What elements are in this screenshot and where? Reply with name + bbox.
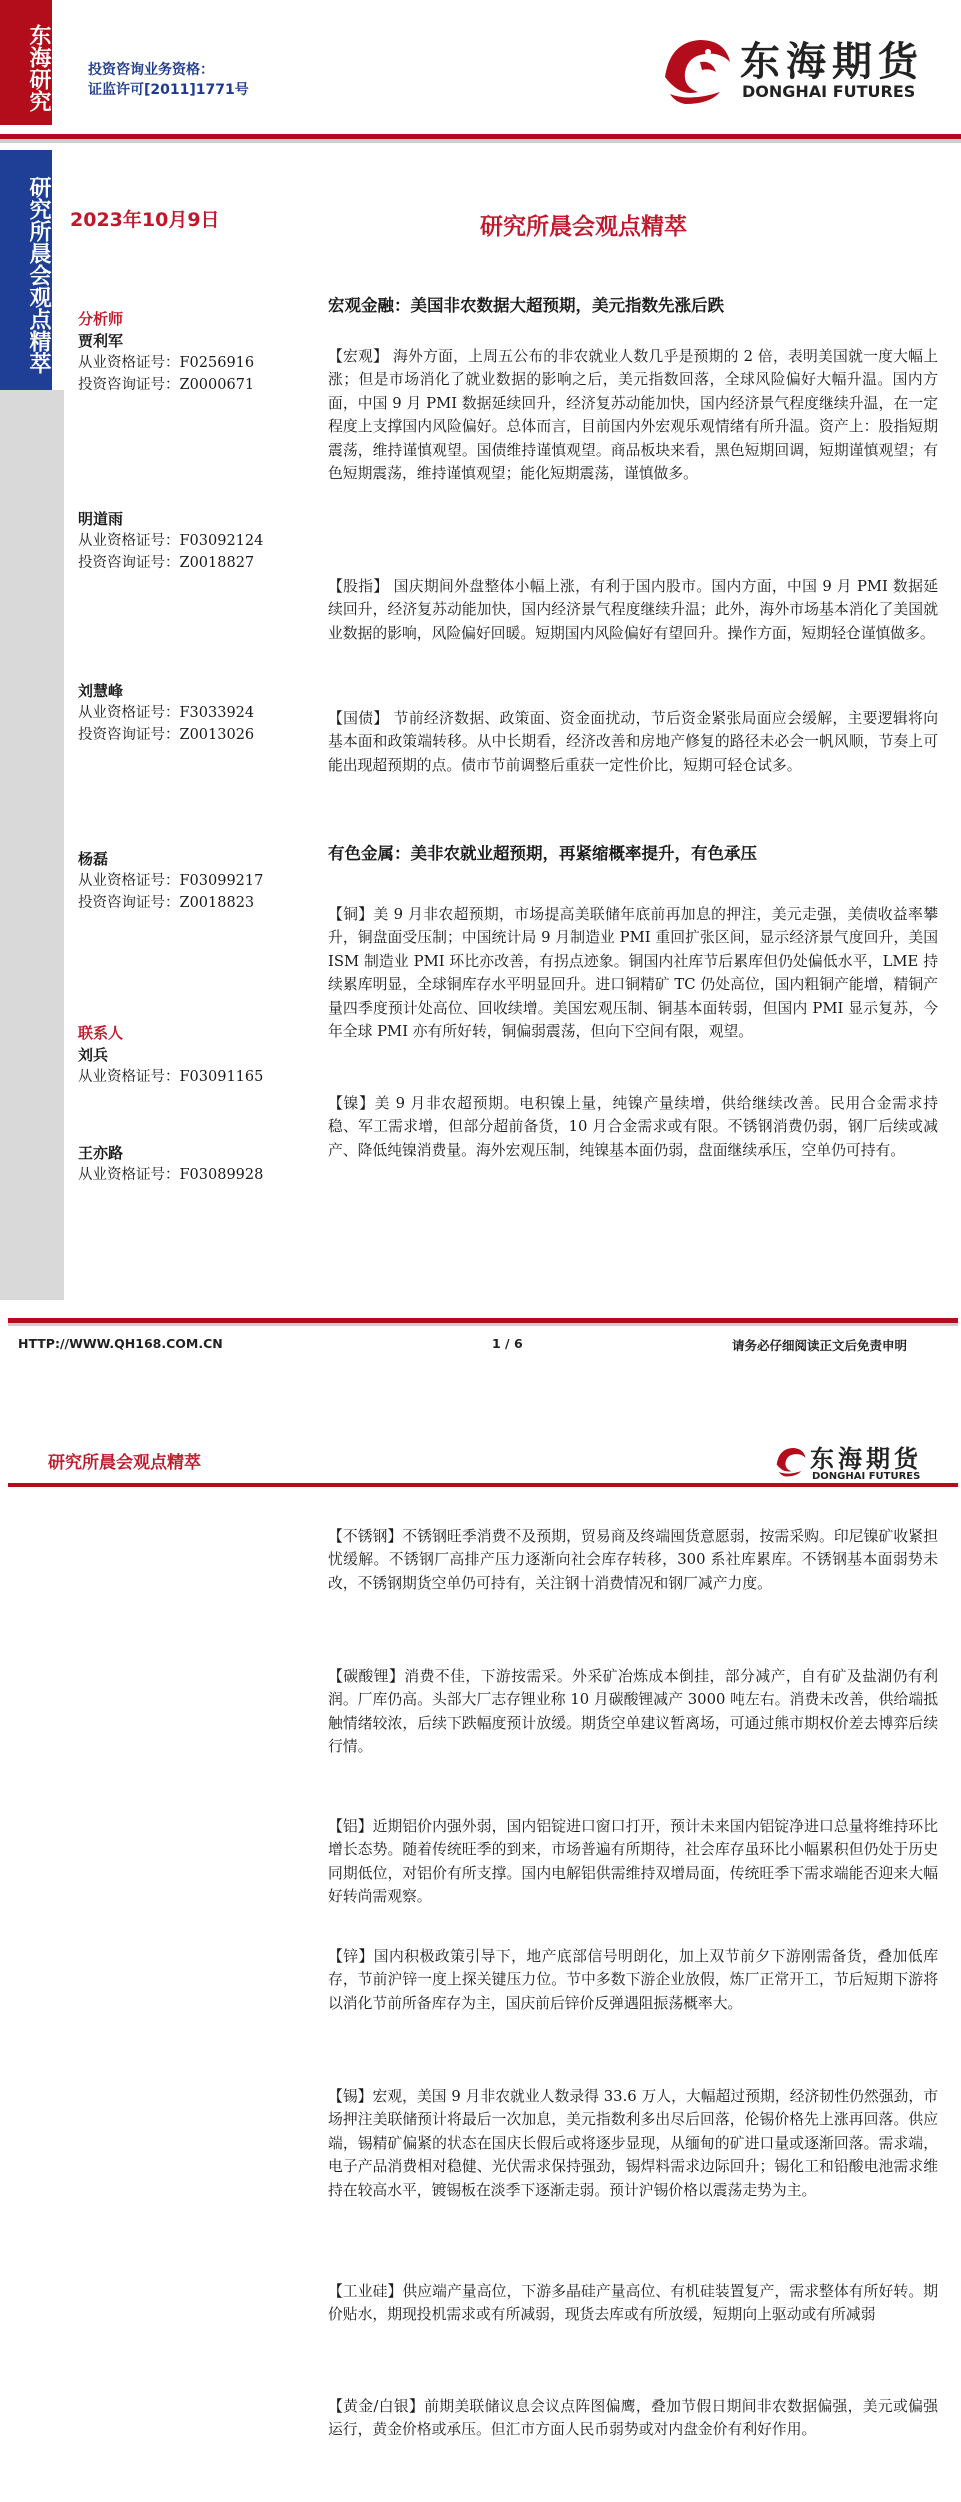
paragraph-aluminium <box>328 1815 938 1909</box>
footer-divider-shadow <box>8 1323 958 1326</box>
analyst-cert: 投资咨询证号：Z0000671 <box>78 377 255 393</box>
contact-name: 刘兵 <box>78 1046 109 1064</box>
paragraph-text: 【国债】 节前经济数据、政策面、资金面扰动，节后资金紧张局面应会缓解，主要逻辑将向基本面和政策端转移。从中长期看，经济改善和房地产修复的路径未必会一帆风顺，节奏上可能出现超预期的点。债市节前调整后重获一定性价比，短期可轻仓试多。 <box>328 710 938 774</box>
paragraph-text: 【铝】近期铝价内强外弱，国内铝锭进口窗口打开，预计未来国内铝锭净进口总量将维持环比增长态势。随着传统旺季的到来，市场普遍有所期待，社会库存虽环比小幅累积但仍处于历史同期低位，对铝价有所支撑。国内电解铝供需维持双增局面，传统旺季下需求端能否迎来大幅好转尚需观察。 <box>328 1818 938 1906</box>
footer-url: HTTP://WWW.QH168.COM.CN <box>18 1336 223 1351</box>
dragon-logo-icon <box>650 22 740 112</box>
contact-cert: 从业资格证号：F03091165 <box>78 1069 264 1085</box>
dragon-logo-icon <box>770 1435 810 1485</box>
analyst-entry <box>78 680 254 746</box>
footer-disclaimer: 请务必仔细阅读正文后免责申明 <box>732 1338 908 1353</box>
paragraph-text: 【工业硅】供应端产量高位，下游多晶硅产量高位、有机硅装置复产，需求整体有所好转。期价贴水，期现投机需求或有所减弱，现货去库或有所放缓，短期向上驱动或有所减弱 <box>328 2283 938 2324</box>
paragraph-text: 【宏观】 海外方面，上周五公布的非农就业人数几乎是预期的 2 倍，表明美国就一度大幅上涨；但是市场消化了就业数据的影响之后，美元指数回落，全球风险偏好大幅升温。国内方面，中国 9 月 PMI 数据延续回升，经济复苏动能加快，国内经济景气程度继续升温，在一定程度上支撑国内风险偏好。总体而言，目前国内外宏观乐观情绪有所升温。资产上：股指短期震荡，维持谨慎观望。国债维持谨慎观望。商品板块来看，黑色短期回调，短期谨慎观望；有色短期震荡，维持谨慎观望；能化短期震荡，谨慎做多。 <box>328 348 938 483</box>
contact-name: 王亦路 <box>78 1144 124 1162</box>
qualification-line1: 投资咨询业务资格： <box>88 62 214 78</box>
paragraph-text: 【锌】国内积极政策引导下，地产底部信号明朗化，加上双节前夕下游刚需备货，叠加低库存，节前沪锌一度上探关键压力位。节中多数下游企业放假，炼厂正常开工，节后短期下游将以消化节前所备库存为主，国庆前后锌价反弹遇阻振荡概率大。 <box>328 1948 938 2012</box>
paragraph-stock-index <box>328 575 938 645</box>
contact-label: 联系人 <box>78 1024 124 1042</box>
section-title-macro: 宏观金融：美国非农数据大超预期，美元指数先涨后跌 <box>328 296 724 315</box>
analyst-cert: 从业资格证号：F03092124 <box>78 533 264 549</box>
analyst-cert: 投资咨询证号：Z0018823 <box>78 895 255 911</box>
paragraph-text: 【黄金/白银】前期美联储议息会议点阵图偏鹰，叠加节假日期间非农数据偏强，美元或偏强运行，黄金价格或承压。但汇市方面人民币弱势或对内盘金价有利好作用。 <box>328 2398 938 2439</box>
page2-header-divider <box>8 1483 958 1487</box>
analyst-name: 明道雨 <box>78 510 124 528</box>
report-page-2 <box>0 1395 961 2502</box>
logo-english-name: DONGHAI FUTURES <box>812 1471 921 1482</box>
analyst-cert: 从业资格证号：F3033924 <box>78 705 255 721</box>
side-label-report: 研究所晨会观点精萃 <box>0 150 52 390</box>
qualification-line2: 证监许可[2011]1771号 <box>88 82 249 98</box>
analyst-name: 贾利军 <box>78 332 124 350</box>
analyst-cert: 从业资格证号：F0256916 <box>78 355 255 371</box>
paragraph-text: 【铜】美 9 月非农超预期，市场提高美联储年底前再加息的押注，美元走强，美债收益率攀升，铜盘面受压制；中国统计局 9 月制造业 PMI 重回扩张区间，显示经济景气度回升，美国 ISM 制造业 PMI 环比亦改善，有拐点迹象。铜国内社库节后累库但仍处偏低水平，LME 持续累库明显，全球铜库存水平明显回升。进口铜精矿 TC 仍处高位，国内粗铜产能增，精铜产量四季度预计处高位、回收续增。美国宏观压制、铜基本面转弱，但国内 PMI 显示复苏，今年全球 PMI 亦有所好转，铜偏弱震荡，但向下空间有限，观望。 <box>328 906 938 1041</box>
company-logo <box>650 22 950 112</box>
paragraph-copper <box>328 903 938 1043</box>
logo-english-name: DONGHAI FUTURES <box>742 82 916 101</box>
section-title-metals: 有色金属：美非农就业超预期，再紧缩概率提升，有色承压 <box>328 844 757 863</box>
analyst-entry <box>78 508 263 574</box>
paragraph-gold-silver <box>328 2395 938 2442</box>
paragraph-industrial-silicon <box>328 2280 938 2327</box>
paragraph-text: 【锡】宏观，美国 9 月非农就业人数录得 33.6 万人，大幅超过预期，经济韧性仍然强劲，市场押注美联储预计将最后一次加息，美元指数利多出尽后回落，伦锡价格先上涨再回落。供应端，锡精矿偏紧的状态在国庆长假后或将逐步显现，从缅甸的矿进口量或逐渐回落。需求端，电子产品消费相对稳健、光伏需求保持强劲，锡焊料需求边际回升；锡化工和铅酸电池需求维持在较高水平，镀锡板在淡季下逐渐走弱。预计沪锡价格以震荡走势为主。 <box>328 2088 938 2199</box>
analyst-cert: 投资咨询证号：Z0013026 <box>78 727 255 743</box>
paragraph-zinc <box>328 1945 938 2015</box>
analyst-name: 杨磊 <box>78 850 109 868</box>
header-divider-shadow <box>0 139 961 143</box>
paragraph-bonds <box>328 707 938 777</box>
paragraph-macro <box>328 345 938 485</box>
page2-title: 研究所晨会观点精萃 <box>48 1453 201 1473</box>
qualification-notice <box>88 60 249 100</box>
analyst-cert: 投资咨询证号：Z0018827 <box>78 555 255 571</box>
logo-chinese-name: 东海期货 <box>810 1445 922 1473</box>
footer-page-number: 1 / 6 <box>492 1336 523 1351</box>
contact-section <box>78 1022 263 1088</box>
report-date: 2023年10月9日 <box>70 209 220 231</box>
analyst-entry <box>78 848 263 914</box>
paragraph-text: 【不锈钢】不锈钢旺季消费不及预期，贸易商及终端囤货意愿弱，按需采购。印尼镍矿收紧担忧缓解。不锈钢厂高排产压力逐渐向社会库存转移，300 系社库累库。不锈钢基本面弱势未改，不锈钢期货空单仍可持有，关注钢十消费情况和钢厂减产力度。 <box>328 1528 938 1592</box>
paragraph-text: 【股指】 国庆期间外盘整体小幅上涨，有利于国内股市。国内方面，中国 9 月 PMI 数据延续回升，经济复苏动能加快，国内经济景气程度继续升温；此外，海外市场基本消化了美国就业数据的影响，风险偏好回暖。短期国内风险偏好有望回升。操作方面，短期轻仓谨慎做多。 <box>328 578 938 642</box>
page-title: 研究所晨会观点精萃 <box>480 214 687 240</box>
contact-cert: 从业资格证号：F03089928 <box>78 1167 264 1183</box>
analyst-section <box>78 308 254 396</box>
analyst-label: 分析师 <box>78 310 124 328</box>
analyst-cert: 从业资格证号：F03099217 <box>78 873 264 889</box>
analyst-name: 刘慧峰 <box>78 682 124 700</box>
paragraph-text: 【镍】美 9 月非农超预期。电积镍上量，纯镍产量续增，供给继续改善。民用合金需求持稳、军工需求增，但部分超前备货，10 月合金需求或有限。不锈钢消费仍弱，钢厂后续或减产、降低纯镍消费量。海外宏观压制，纯镍基本面仍弱，盘面继续承压，空单仍可持有。 <box>328 1095 938 1159</box>
contact-entry <box>78 1142 263 1186</box>
paragraph-nickel <box>328 1092 938 1162</box>
paragraph-tin <box>328 2085 938 2202</box>
side-label-research: 东海研究 <box>0 0 52 125</box>
paragraph-stainless-steel <box>328 1525 938 1595</box>
paragraph-text: 【碳酸锂】消费不佳，下游按需采。外采矿冶炼成本倒挂，部分减产，自有矿及盐湖仍有利润。厂库仍高。头部大厂志存锂业称 10 月碳酸锂减产 3000 吨左右。消费未改善，供给端抵触情绪较浓，后续下跌幅度预计放缓。期货空单建议暂离场，可通过熊市期权价差去博弈后续行情。 <box>328 1668 938 1756</box>
logo-chinese-name: 东海期货 <box>740 39 924 85</box>
paragraph-lithium-carbonate <box>328 1665 938 1759</box>
sidebar-gray-column <box>0 390 64 1300</box>
